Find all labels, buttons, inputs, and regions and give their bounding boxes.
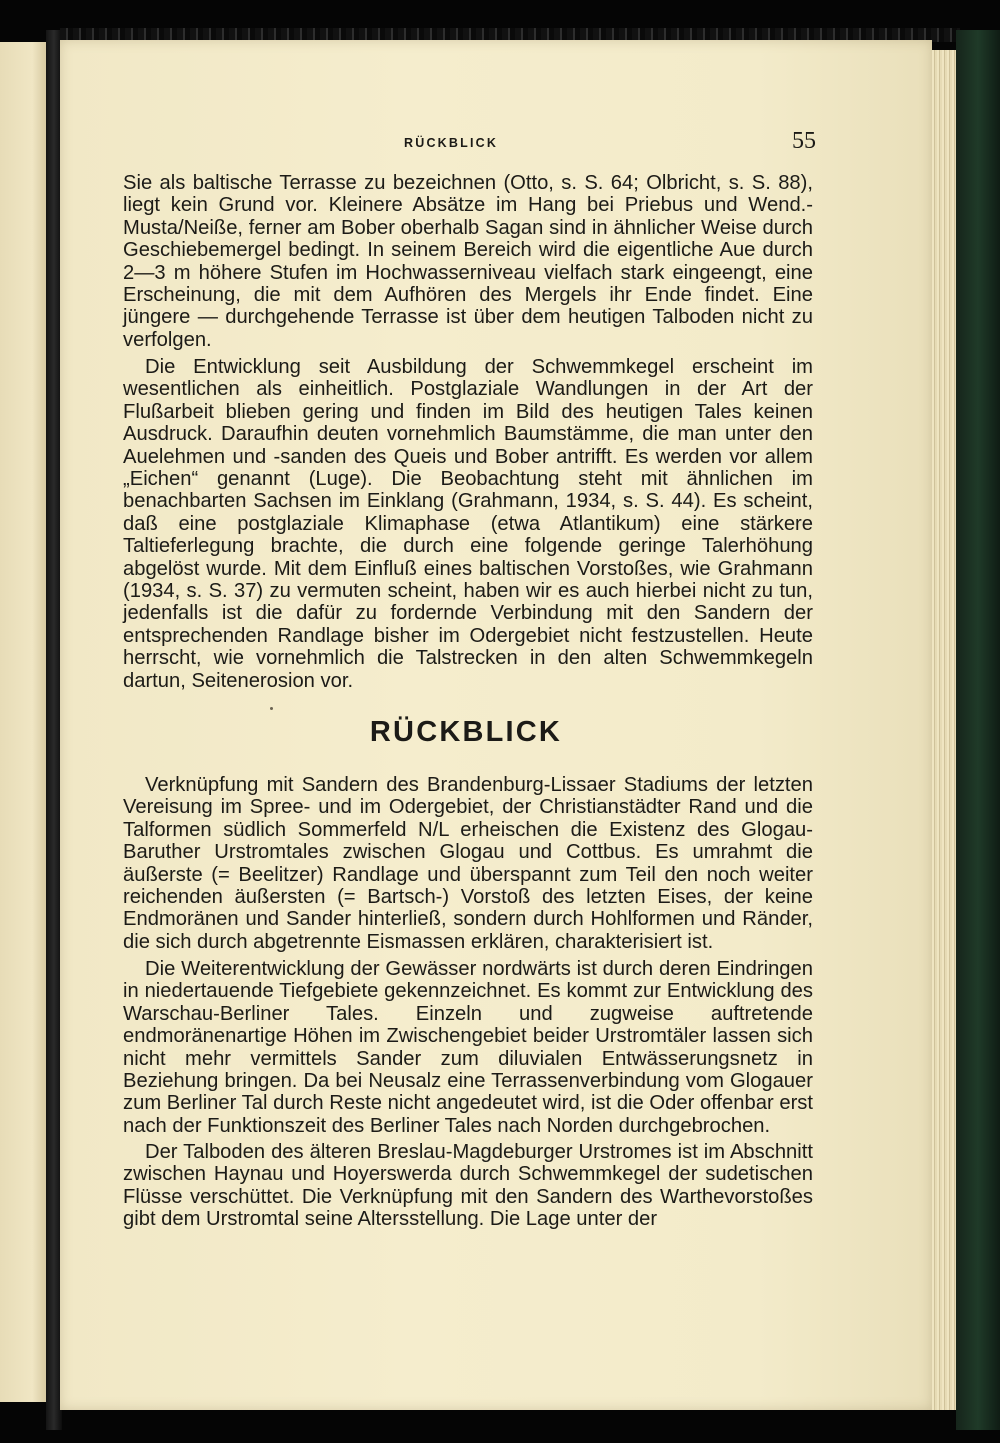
paragraph: Verknüpfung mit Sandern des Brandenburg-Lissaer Stadiums der letzten Vereisung im Spree- und im Odergebiet, der Christianstädter Rand und die Talformen südlich Sommerfeld N/L erheischen die Existenz des Glogau-Baruther Urstromtales zwischen Glogau und Cottbus. Es umrahmt die äußerste (= Beelitzer) Randlage und überspannt zum Teil den noch weiter reichenden äußersten (= Bartsch-) Vorstoß des letzten Eises, der keine Endmoränen und Sander hinterließ, sondern durch Hohlformen und Ränder, die sich durch abgetrennte Eismassen erklären, charakterisiert ist. xyxy=(123,774,813,953)
page-number: 55 xyxy=(792,128,816,154)
cover-binding xyxy=(956,30,1000,1430)
paragraph: Die Weiterentwicklung der Gewässer nordwärts ist durch deren Eindringen in niedertauende Tiefgebiete gekennzeichnet. Es kommt zur Entwicklung des Warschau-Berliner Tales. Einzeln und zugweise auftretende endmoränenartige Höhen im Zwischengebiet beider Urstromtäler lassen sich nicht mehr vermittels Sander zum diluvialen Entwässerungsnetz in Beziehung bringen. Da bei Neusalz eine Terrassenverbindung vom Glogauer zum Berliner Tal durch Reste nicht angedeutet wird, ist die Oder offenbar erst nach der Funktionszeit des Berliner Tales nach Norden durchgebrochen. xyxy=(123,958,813,1137)
page-block-edges xyxy=(932,50,956,1410)
paragraph: Sie als baltische Terrasse zu bezeichnen (Otto, s. S. 64; Olbricht, s. S. 88), liegt kein Grund vor. Kleinere Absätze im Hang bei Priebus und Wend.-Musta/Neiße, ferner am Bober oberhalb Sagan sind in ähnlicher Weise durch Geschiebemergel bedingt. In seinem Bereich wird die eigentliche Aue durch 2—3 m höhere Stufen im Hochwasserniveau vielfach stark eingeengt, eine Erscheinung, die mit dem Aufhören des Mergels ihr Ende findet. Eine jüngere — durchgehende Terrasse ist über dem heutigen Talboden nicht zu verfolgen. xyxy=(123,172,813,351)
section-heading: RÜCKBLICK xyxy=(369,716,563,748)
running-header-title: RÜCKBLICK xyxy=(404,136,499,150)
paragraph: Der Talboden des älteren Breslau-Magdeburger Urstromes ist im Abschnitt zwischen Haynau und Hoyerswerda durch Schwemmkegel der sudetischen Flüsse verschüttet. Die Verknüpfung mit den Sandern des Warthevorstoßes gibt dem Urstromtal seine Altersstellung. Die Lage unter der xyxy=(123,1141,813,1231)
print-speck xyxy=(270,707,273,710)
paragraph: Die Entwicklung seit Ausbildung der Schwemmkegel erscheint im wesentlichen als einheitlich. Postglaziale Wandlungen in der Art der Flußarbeit blieben gering und finden im Bild des heutigen Tales keinen Ausdruck. Daraufhin deuten vornehmlich Baumstämme, die man unter den Auelehmen und -sanden des Queis und Bober antrifft. Es werden vor allem „Eichen“ genannt (Luge). Die Beobachtung steht mit ähnlichen im benachbarten Sachsen im Einklang (Grahmann, 1934, s. S. 44). Es scheint, daß eine postglaziale Klimaphase (etwa Atlantikum) eine stärkere Taltieferlegung brachte, die durch eine folgende geringe Talerhöhung abgelöst wurde. Mit dem Einfluß eines baltischen Vorstoßes, wie Grahmann (1934, s. S. 37) zu vermuten scheint, haben wir es auch hierbei nicht zu tun, jedenfalls ist die dafür zu fordernde Verbindung mit den Sandern der entsprechenden Randlage bisher im Odergebiet nicht festzustellen. Heute herrscht, wie vornehmlich die Talstrecken in den alten Schwemmkegeln dartun, Seitenerosion vor. xyxy=(123,356,813,692)
